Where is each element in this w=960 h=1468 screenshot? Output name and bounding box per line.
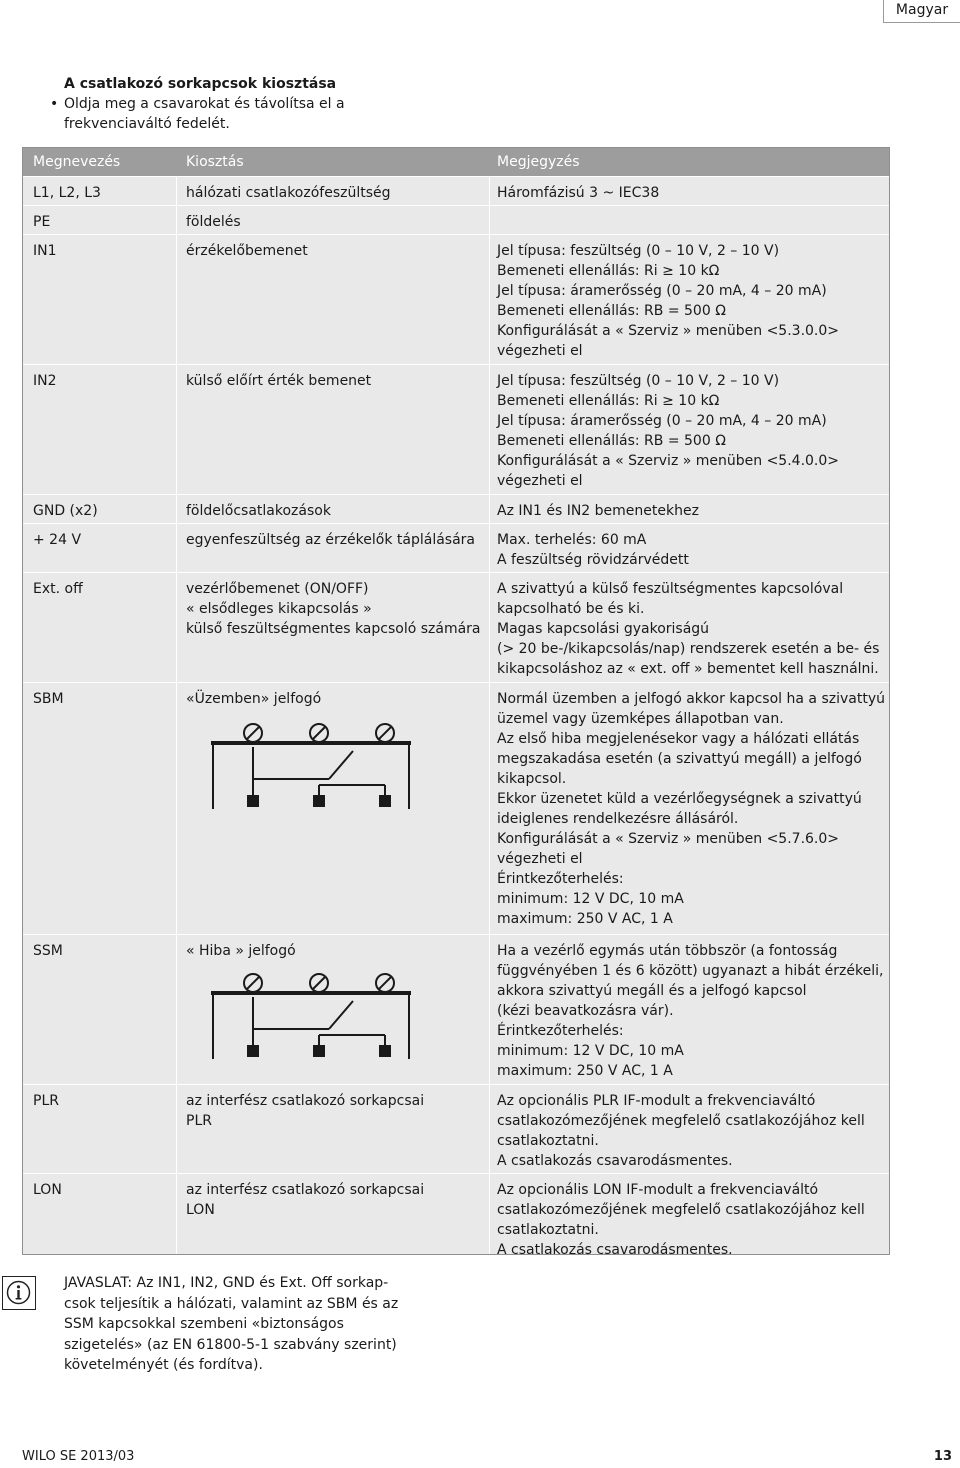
row-name: LON xyxy=(33,1182,62,1198)
row-note: Az IN1 és IN2 bemenetekhez xyxy=(497,503,699,519)
row-assignment: érzékelőbemenet xyxy=(186,243,308,259)
row-assignment: « Hiba » jelfogó xyxy=(186,943,296,959)
page-number: 13 xyxy=(933,1449,952,1464)
header-name: Megnevezés xyxy=(33,154,121,170)
table-row xyxy=(23,1084,889,1174)
table-row xyxy=(23,523,889,573)
row-name: GND (x2) xyxy=(33,503,98,519)
relay-diagram-ssm xyxy=(211,971,411,1059)
row-name: + 24 V xyxy=(33,532,82,548)
intro-section xyxy=(50,74,345,134)
row-name: SBM xyxy=(33,691,64,707)
table-row xyxy=(23,205,889,235)
language-tab: Magyar xyxy=(883,0,960,23)
bullet-text-line2: frekvenciaváltó fedelét. xyxy=(64,116,230,132)
row-name: PLR xyxy=(33,1093,59,1109)
row-assignment: vezérlőbemenet (ON/OFF) « elsődleges kikapcsolás » külső feszültségmentes kapcsoló számára xyxy=(186,581,481,637)
header-assignment: Kiosztás xyxy=(186,154,244,170)
relay-contact-icon xyxy=(211,971,411,1059)
row-assignment: földelőcsatlakozások xyxy=(186,503,331,519)
table-row xyxy=(23,494,889,524)
info-icon xyxy=(2,1276,36,1310)
row-assignment: az interfész csatlakozó sorkapcsai LON xyxy=(186,1182,425,1218)
section-heading: A csatlakozó sorkapcsok kiosztása xyxy=(64,76,337,92)
row-name: SSM xyxy=(33,943,63,959)
table-row xyxy=(23,1173,889,1256)
row-note: Ha a vezérlő egymás után többször (a fontosság függvényében 1 és 6 között) ugyanazt a hibát érzékeli, akkora szivattyú megáll és a jelfogó kapcsol (kézi beavatkozásra vár). Érintkezőterhelés: minimum: 12 V DC, 10 mA maximum: 250 V AC, 1 A xyxy=(497,943,884,1079)
table-row xyxy=(23,572,889,683)
recommendation-note: JAVASLAT: Az IN1, IN2, GND és Ext. Off sorkap- csok teljesítik a hálózati, valamint az SBM és az SSM kapcsokkal szembeni «biztonságos szigetelés» (az EN 61800-5-1 szabvány szerint) követelményét (és fordítva). xyxy=(64,1275,399,1373)
table-row xyxy=(23,934,889,1085)
row-name: L1, L2, L3 xyxy=(33,185,101,201)
row-assignment: földelés xyxy=(186,214,241,230)
row-note: Az opcionális PLR IF-modult a frekvenciaváltó csatlakozómezőjének megfelelő csatlakozójához kell csatlakoztatni. A csatlakozás csavarodásmentes. xyxy=(497,1093,865,1169)
footer-publisher: WILO SE 2013/03 xyxy=(22,1449,135,1464)
table-row xyxy=(23,176,889,206)
relay-contact-icon xyxy=(211,721,411,809)
row-note: Az opcionális LON IF-modult a frekvenciaváltó csatlakozómezőjének megfelelő csatlakozójához kell csatlakoztatni. A csatlakozás csavarodásmentes. xyxy=(497,1182,865,1258)
bullet-item xyxy=(50,94,345,114)
table-row xyxy=(23,682,889,935)
bullet-text-line1: Oldja meg a csavarokat és távolítsa el a xyxy=(64,96,345,112)
row-name: IN2 xyxy=(33,373,57,389)
row-name: Ext. off xyxy=(33,581,83,597)
row-name: PE xyxy=(33,214,51,230)
row-note: Háromfázisú 3 ~ IEC38 xyxy=(497,185,660,201)
table-row xyxy=(23,234,889,365)
table-header xyxy=(23,148,889,176)
row-note: Jel típusa: feszültség (0 – 10 V, 2 – 10 V) Bemeneti ellenállás: Ri ≥ 10 kΩ Jel típusa: áramerősség (0 – 20 mA, 4 – 20 mA) Bemeneti ellenállás: RB = 500 Ω Konfigurálását a « Szerviz » menüben <5.3.0.0> végezheti el xyxy=(497,243,840,359)
row-assignment: «Üzemben» jelfogó xyxy=(186,691,322,707)
row-assignment: egyenfeszültség az érzékelők táplálására xyxy=(186,532,475,548)
header-notes: Megjegyzés xyxy=(497,154,580,170)
row-name: IN1 xyxy=(33,243,57,259)
row-note: A szivattyú a külső feszültségmentes kapcsolóval kapcsolható be és ki. Magas kapcsolási gyakoriságú (> 20 be-/kikapcsolás/nap) rendszerek esetén a be- és kikapcsoláshoz az « ext. off » bementet kell használni. xyxy=(497,581,880,677)
row-note: Max. terhelés: 60 mA A feszültség rövidzárvédett xyxy=(497,532,689,568)
terminal-table xyxy=(22,147,890,1258)
row-note: Normál üzemben a jelfogó akkor kapcsol ha a szivattyú üzemel vagy üzemképes állapotban van. Az első hiba megjelenésekor vagy a hálózati ellátás megszakadása esetén (a szivattyú megáll) a jelfogó kikapcsol. Ekkor üzenetet küld a vezérlőegységnek a szivattyú ideiglenes rendelkezésre állásáról. Konfigurálását a « Szerviz » menüben <5.7.6.0> végezheti el Érintkezőterhelés: minimum: 12 V DC, 10 mA maximum: 250 V AC, 1 A xyxy=(497,691,885,927)
bullet-icon: • xyxy=(50,96,59,112)
row-assignment: hálózati csatlakozófeszültség xyxy=(186,185,391,201)
row-assignment: külső előírt érték bemenet xyxy=(186,373,372,389)
row-note: Jel típusa: feszültség (0 – 10 V, 2 – 10 V) Bemeneti ellenállás: Ri ≥ 10 kΩ Jel típusa: áramerősség (0 – 20 mA, 4 – 20 mA) Bemeneti ellenállás: RB = 500 Ω Konfigurálását a « Szerviz » menüben <5.4.0.0> végezheti el xyxy=(497,373,840,489)
table-row xyxy=(23,364,889,495)
row-assignment: az interfész csatlakozó sorkapcsai PLR xyxy=(186,1093,425,1129)
relay-diagram-sbm xyxy=(211,721,411,809)
